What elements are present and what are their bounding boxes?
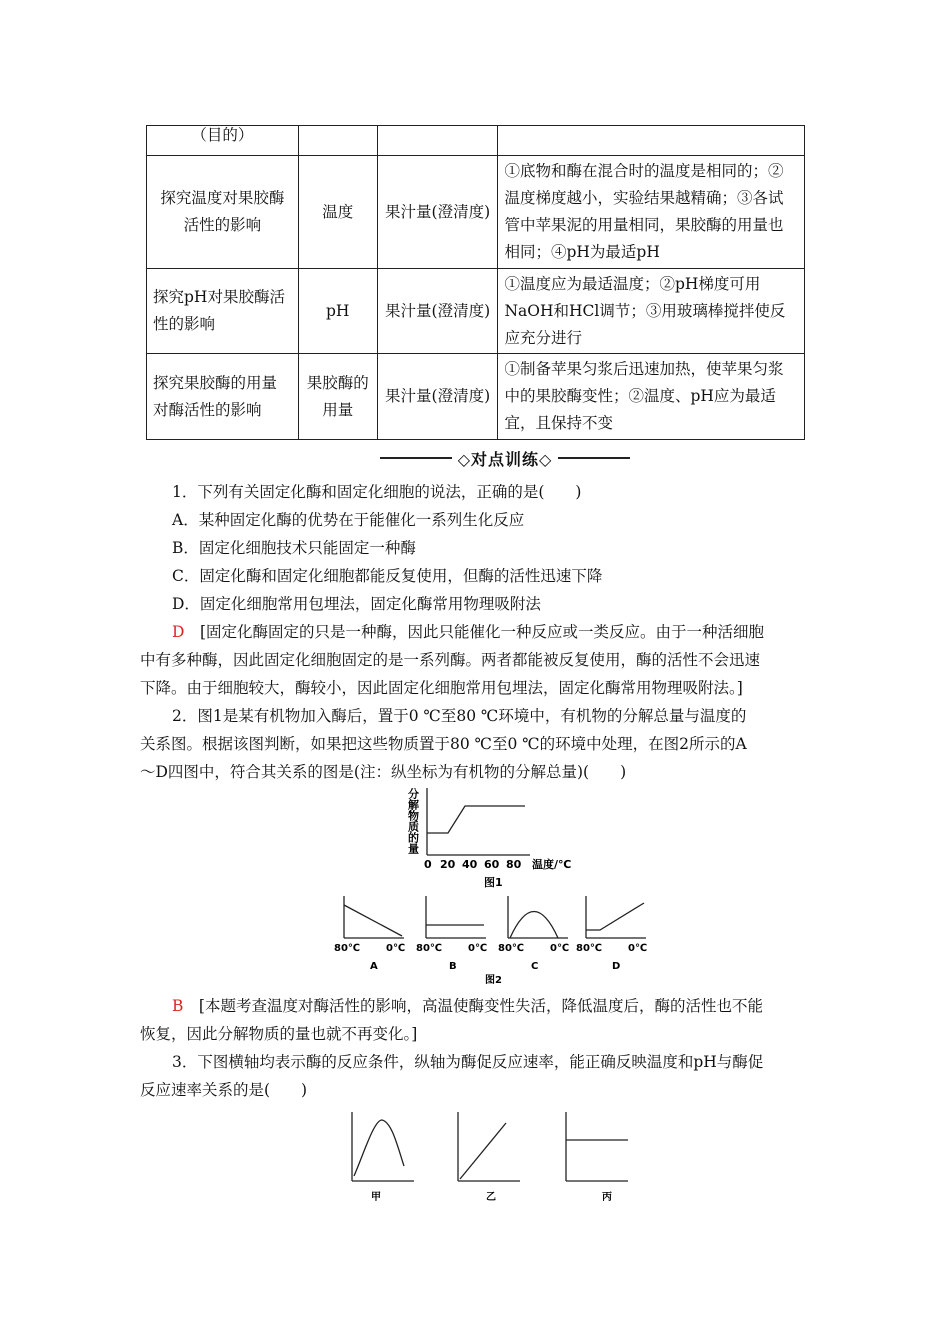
table-row: [147, 269, 805, 354]
q2-explanation: [本题考查温度对酶活性的影响，高温使酶变性失活，降低温度后，酶的活性也不能: [198, 997, 763, 1015]
fig1-ylabel: 分解物质的量: [406, 788, 420, 854]
tick: 0: [424, 858, 432, 871]
q1-option-a: A．某种固定化酶的优势在于能催化一系列生化反应: [172, 511, 525, 529]
q1-answer-line: [172, 618, 852, 646]
table-row: [147, 354, 805, 440]
axis-left-label: 80℃: [576, 943, 603, 954]
fig1-xlabel: 温度/℃: [532, 858, 572, 871]
q1-explanation-2: 中有多种酶，因此固定化细胞固定的是一系列酶。两者都能被反复使用，酶的活性不会迅速: [140, 651, 761, 669]
table-cell: 探究pH对果胶酶活性的影响: [147, 269, 299, 354]
table-cell: （目的）: [147, 126, 299, 156]
q1-stem: 1．下列有关固定化酶和固定化细胞的说法，正确的是( ): [172, 483, 582, 501]
graph-label: 甲: [371, 1192, 381, 1203]
tick: 60: [484, 858, 500, 871]
table-cell: 果汁量(澄清度): [377, 156, 498, 269]
table-cell: ①温度应为最适温度；②pH梯度可用NaOH和HCl调节；③用玻璃棒搅拌使反应充分进行: [498, 269, 805, 354]
graph-bing: [566, 1112, 628, 1203]
axis-right-label: 0℃: [628, 943, 648, 954]
graph-yi: [458, 1112, 520, 1203]
tick: 20: [440, 858, 456, 871]
graph-jia: [352, 1112, 414, 1203]
table-cell: 探究果胶酶的用量对酶活性的影响: [147, 354, 299, 440]
q3-stem-1: 3．下图横轴均表示酶的反应条件，纵轴为酶促反应速率，能正确反映温度和pH与酶促: [172, 1053, 764, 1071]
q2-stem-2: 关系图。根据该图判断，如果把这些物质置于80 ℃至0 ℃的环境中处理，在图2所示的A: [140, 735, 747, 753]
q2-stem-1: 2．图1是某有机物加入酶后，置于0 ℃至80 ℃环境中，有机物的分解总量与温度的: [172, 707, 747, 725]
axis-left-label: 80℃: [334, 943, 361, 954]
tick: 80: [506, 858, 522, 871]
axis-left-label: 80℃: [498, 943, 525, 954]
panel-a: [334, 896, 405, 972]
q2-stem-3: ～D四图中，符合其关系的图是(注：纵坐标为有机物的分解总量)( ): [140, 763, 627, 781]
graph-label: 乙: [486, 1192, 496, 1203]
section-heading: [380, 446, 630, 470]
q1-explanation: [固定化酶固定的只是一种酶，因此只能催化一种反应或一类反应。由于一种活细胞: [199, 623, 765, 641]
table-cell: [377, 126, 498, 156]
panel-b: [416, 896, 487, 972]
table-cell: 探究温度对果胶酶活性的影响: [147, 156, 299, 269]
fig1-curve: [427, 806, 525, 833]
q1-option-c: C．固定化酶和固定化细胞都能反复使用，但酶的活性迅速下降: [172, 567, 603, 585]
table-cell: 果汁量(澄清度): [377, 354, 498, 440]
q2-answer-line: [172, 992, 852, 1020]
graph-label: 丙: [602, 1192, 612, 1203]
panel-c: [498, 896, 569, 972]
table-cell: ①制备苹果匀浆后迅速加热，使苹果匀浆中的果胶酶变性；②温度、pH应为最适宜，且保持不变: [498, 354, 805, 440]
section-title: ◇对点训练◇: [457, 449, 553, 469]
table-cell: pH: [298, 269, 377, 354]
q2-explanation-2: 恢复，因此分解物质的量也就不再变化。]: [140, 1025, 418, 1043]
panel-label: A: [370, 961, 378, 972]
axis-right-label: 0℃: [550, 943, 570, 954]
table-cell: 果汁量(澄清度): [377, 269, 498, 354]
axis-right-label: 0℃: [386, 943, 406, 954]
table-cell: [298, 126, 377, 156]
table-cell: [498, 126, 805, 156]
tick: 40: [462, 858, 478, 871]
q3-stem-2: 反应速率关系的是( ): [140, 1081, 308, 1099]
q1-option-d: D．固定化细胞常用包埋法，固定化酶常用物理吸附法: [172, 595, 541, 613]
figure-3: [340, 1108, 670, 1208]
fig2-caption: 图2: [485, 975, 502, 986]
q1-option-b: B．固定化细胞技术只能固定一种酶: [172, 539, 416, 557]
experiment-table: [146, 125, 805, 440]
table-cell: 果胶酶的用量: [298, 354, 377, 440]
axis-right-label: 0℃: [468, 943, 488, 954]
fig1-caption: 图1: [484, 876, 503, 889]
axis-left-label: 80℃: [416, 943, 443, 954]
table-cell: ①底物和酶在混合时的温度是相同的；②温度梯度越小，实验结果越精确；③各试管中苹果泥的用量相同，果胶酶的用量也相同；④pH为最适pH: [498, 156, 805, 269]
q1-explanation-3: 下降。由于细胞较大，酶较小，因此固定化细胞常用包埋法，固定化酶常用物理吸附法。]: [140, 679, 743, 697]
table-row: [147, 126, 805, 156]
figure-2: [330, 893, 670, 988]
panel-label: B: [449, 961, 457, 972]
table-cell: 温度: [298, 156, 377, 269]
q2-answer: B: [172, 997, 184, 1015]
panel-d: [576, 896, 647, 972]
panel-label: D: [612, 961, 621, 972]
panel-label: C: [531, 961, 539, 972]
table-row: [147, 156, 805, 269]
figure-1: [400, 783, 600, 893]
q1-answer: D: [172, 623, 185, 641]
